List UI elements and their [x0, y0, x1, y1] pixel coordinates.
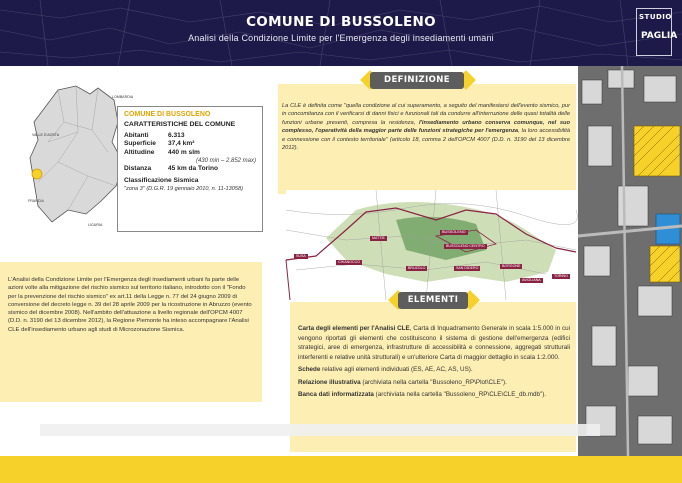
- elementi-p2-bold: Schede: [298, 366, 321, 373]
- elementi-p4: [298, 390, 570, 400]
- map-label-bruzolo: BRUZOLO: [408, 266, 426, 270]
- altitude-note: (430 min – 2.852 max): [195, 158, 256, 165]
- info-row-superficie: [124, 140, 256, 148]
- map-label-liguria: LIGURIA: [88, 223, 103, 227]
- map-label-san-didero: SAN DIDERO: [456, 266, 479, 270]
- info-key: Altitudine: [124, 148, 155, 156]
- definizione-text-1: La CLE è definita come "quella condizione al cui superamento, a seguito del manifestarsi dell'evento sismico, pur in concomitanza con il verificarsi di danni fisici e funzionali tali da condurre all'interruzione delle quasi totalità delle funzioni urbane presenti, compresa la residenza,: [282, 103, 570, 126]
- elementi-p1: [298, 324, 570, 362]
- info-value: 6.313: [168, 132, 185, 139]
- elementi-p1-text: , Carta di Inquadramento Generale in scala 1:5.000 in cui vengono riportati gli elementi che costituiscono il sistema di gestione dell'emergenza (edifici strategici, aree di emergenza, infrastrutture di accessibilità e connessione, aggregati strutturali interferenti e relative unità strutturali) e un'ulteriore Carta di maggior dettaglio in scala 1:2.000.: [298, 325, 570, 361]
- header-banner: [0, 0, 682, 66]
- elementi-p3: [298, 378, 570, 388]
- elementi-p4-text: (archiviata nella cartella "Bussoleno_RP\CLE\CLE_db.mdb").: [373, 391, 547, 398]
- sismica-value: "zona 3" (D.G.R. 19 gennaio 2010, n. 11-13058): [124, 185, 243, 192]
- map-label-lombardia: LOMBARDIA: [112, 95, 134, 99]
- footer-band: [0, 456, 682, 483]
- elementi-p3-text: (archiviata nella cartella "Bussoleno_RP\Plot\CLE").: [360, 378, 507, 386]
- intro-panel: [0, 262, 262, 402]
- definizione-text: [282, 102, 570, 152]
- map-label-avigliana: AVIGLIANA: [522, 278, 541, 282]
- decorative-strip: [40, 424, 600, 436]
- aerial-photo: [578, 66, 682, 456]
- elementi-text: [298, 324, 570, 403]
- elementi-p4-bold: Banca dati informatizzata: [298, 391, 374, 398]
- map-label-mattie: MATTIE: [372, 236, 385, 240]
- map-label-bussoleno: BUSSOLENO: [442, 230, 466, 234]
- definizione-panel: [278, 84, 576, 194]
- info-row-altitudine: [124, 149, 256, 157]
- map-label-torino: TORINO: [554, 274, 568, 278]
- info-value: 45 km da Torino: [168, 165, 219, 173]
- info-key: Superficie: [124, 140, 156, 148]
- info-row-abitanti: [124, 132, 256, 140]
- map-label-borgone: BORGONE: [502, 264, 521, 268]
- intro-text: L'Analisi della Condizione Limite per l'Emergenza degli insediamenti urbani fa parte delle azioni volte alla mitigazione del rischio sismico sul territorio italiano, introdotto con il "Fondo per la prevenzione del rischio sismico" ex art.11 della Legge n. 77 del 24 giugno 2009 di conversione del decreto legge n. 39 del 28 aprile 2009 per la ricostruzione in Abruzzo (evento sismico del dicembre 2008). Nell'ambito dell'attuazione a livello regionale dell'OPCM 4007 (D.D. n. 3190 del 13 dicembre 2012), la Regione Piemonte ha inteso accompagnare l'Analisi CLE dell'insediamento urbano agli studi di Microzonazione Sismica.: [8, 277, 252, 333]
- logo-line-1: STUDIO: [639, 13, 672, 21]
- characteristics-box: [117, 106, 263, 232]
- studio-logo: [636, 8, 678, 56]
- map-label-bussoleno-centro: BUSSOLENO CENTRO: [446, 244, 485, 248]
- elementi-label: ELEMENTI: [398, 292, 468, 309]
- map-label-valle-daosta: VALLE D'AOSTA: [32, 133, 60, 137]
- info-title: CARATTERISTICHE DEL COMUNE: [124, 121, 236, 128]
- elementi-p2: [298, 365, 570, 375]
- sismica-title: Classificazione Sismica: [124, 176, 199, 184]
- logo-line-2: PAGLIA: [641, 31, 678, 41]
- map-label-francia: FRANCIA: [28, 199, 44, 203]
- info-value: 440 m slm: [168, 148, 200, 156]
- elementi-p2-text: relative agli elementi individuati (ES, AE, AC, AS, US).: [320, 366, 473, 373]
- definizione-text-2: , la loro accessibilità e connessione con il contesto territoriale" (articolo 18, comma 2 dell'OPCM 4007 (D.D. n. 3190 del 13 dicembre 2012).: [282, 128, 570, 152]
- definizione-text-bold: l'insediamento urbano conserva comunque, nel suo complesso, l'operatività della maggior parte delle funzioni strategiche per l'emergenza: [282, 119, 570, 135]
- map-label-susa: SUSA: [296, 254, 306, 258]
- definizione-label: DEFINIZIONE: [370, 72, 464, 89]
- map-label-chianocco: CHIANOCCO: [338, 260, 360, 264]
- info-row-distanza: [124, 165, 256, 173]
- info-brand: COMUNE DI BUSSOLENO: [124, 111, 211, 118]
- territory-map: [286, 190, 576, 300]
- info-value: 37,4 km²: [168, 140, 195, 148]
- elementi-p1-bold: Carta degli elementi per l'Analisi CLE: [298, 325, 410, 332]
- info-key: Abitanti: [124, 132, 149, 139]
- page-title: COMUNE DI BUSSOLENO: [246, 14, 436, 30]
- elementi-p3-bold: Relazione illustrativa: [298, 378, 361, 386]
- piemonte-map: [28, 82, 134, 232]
- aerial-photo-svg: [578, 66, 682, 456]
- territory-map-svg: [286, 190, 576, 300]
- page-subtitle: Analisi della Condizione Limite per l'Emergenza degli insediamenti umani: [188, 33, 494, 43]
- info-key: Distanza: [124, 165, 152, 173]
